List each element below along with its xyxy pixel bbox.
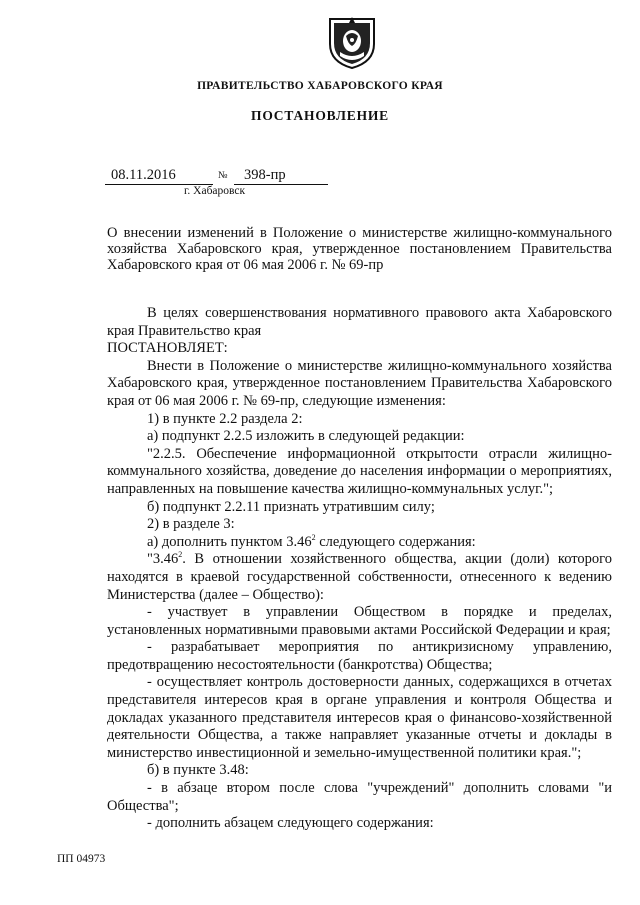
body-paragraph: - разрабатывает мероприятия по антикризисному управлению, предотвращению несостоятельности (банкротства) Общества; xyxy=(107,639,612,673)
text-fragment: . В отношении хозяйственного общества, акции (доли) которого находятся в краевой государственной собственности, отнесенного к ведению Министерства (далее – Общество): xyxy=(107,551,612,603)
body-paragraph: б) подпункт 2.2.11 признать утратившим силу; xyxy=(147,498,435,515)
document-city: г. Хабаровск xyxy=(184,185,246,197)
body-paragraph: 2) в разделе 3: xyxy=(147,516,235,533)
document-subject: О внесении изменений в Положение о министерстве жилищно-коммунального хозяйства Хабаровского края, утвержденное постановлением Правительства Хабаровского края от 06 мая 2006 г. № 69-пр xyxy=(107,225,612,273)
body-paragraph: 1) в пункте 2.2 раздела 2: xyxy=(147,410,303,427)
number-sign: № xyxy=(218,170,228,181)
body-paragraph xyxy=(107,551,612,604)
text-fragment: следующего содержания: xyxy=(315,533,476,550)
resolves-heading: ПОСТАНОВЛЯЕТ: xyxy=(107,340,228,357)
body-paragraph: - дополнить абзацем следующего содержания: xyxy=(147,815,434,832)
body-paragraph: б) в пункте 3.48: xyxy=(147,762,249,779)
body-paragraph: Внести в Положение о министерстве жилищно-коммунального хозяйства Хабаровского края, утвержденное постановлением Правительства Хабаровского края от 06 мая 2006 г. № 69-пр, следующие изменения: xyxy=(107,357,612,409)
preamble-paragraph: В целях совершенствования нормативного правового акта Хабаровского края Правительство края xyxy=(107,305,612,339)
government-title: ПРАВИТЕЛЬСТВО ХАБАРОВСКОГО КРАЯ xyxy=(197,80,443,92)
body-paragraph: - осуществляет контроль достоверности данных, содержащихся в отчетах представителя интересов края в органе управления и контроля Общества и докладах указанного представителя интересов края о финансово-хозяйственной деятельности Общества, а также направляет указанные отчеты и доклады в министерство инвестиционной и земельно-имущественной политики края."; xyxy=(107,674,612,761)
body-paragraph: "2.2.5. Обеспечение информационной открытости отрасли жилищно-коммунального хозяйства, доведение до населения информации о мероприятиях, направленных на повышение качества жилищно-коммунальных услуг."; xyxy=(107,445,612,497)
document-date: 08.11.2016 xyxy=(105,167,213,185)
superscript: 2 xyxy=(311,532,316,542)
coat-of-arms-icon xyxy=(327,14,377,70)
body-paragraph: - участвует в управлении Обществом в порядке и пределах, установленных нормативными правовыми актами Российской Федерации и края; xyxy=(107,604,612,638)
body-paragraph: а) подпункт 2.2.5 изложить в следующей редакции: xyxy=(147,428,465,445)
document-type: ПОСТАНОВЛЕНИЕ xyxy=(251,108,389,123)
footer-code: ПП 04973 xyxy=(57,853,106,865)
superscript: 2 xyxy=(178,550,183,560)
text-fragment: "3.46 xyxy=(147,551,179,568)
text-fragment: а) дополнить пунктом 3.46 xyxy=(147,533,312,550)
body-paragraph: - в абзаце втором после слова "учреждений" дополнить словами "и Общества"; xyxy=(107,780,612,814)
document-body xyxy=(107,305,612,833)
document-number: 398-пр xyxy=(234,167,328,185)
body-paragraph xyxy=(107,534,612,552)
